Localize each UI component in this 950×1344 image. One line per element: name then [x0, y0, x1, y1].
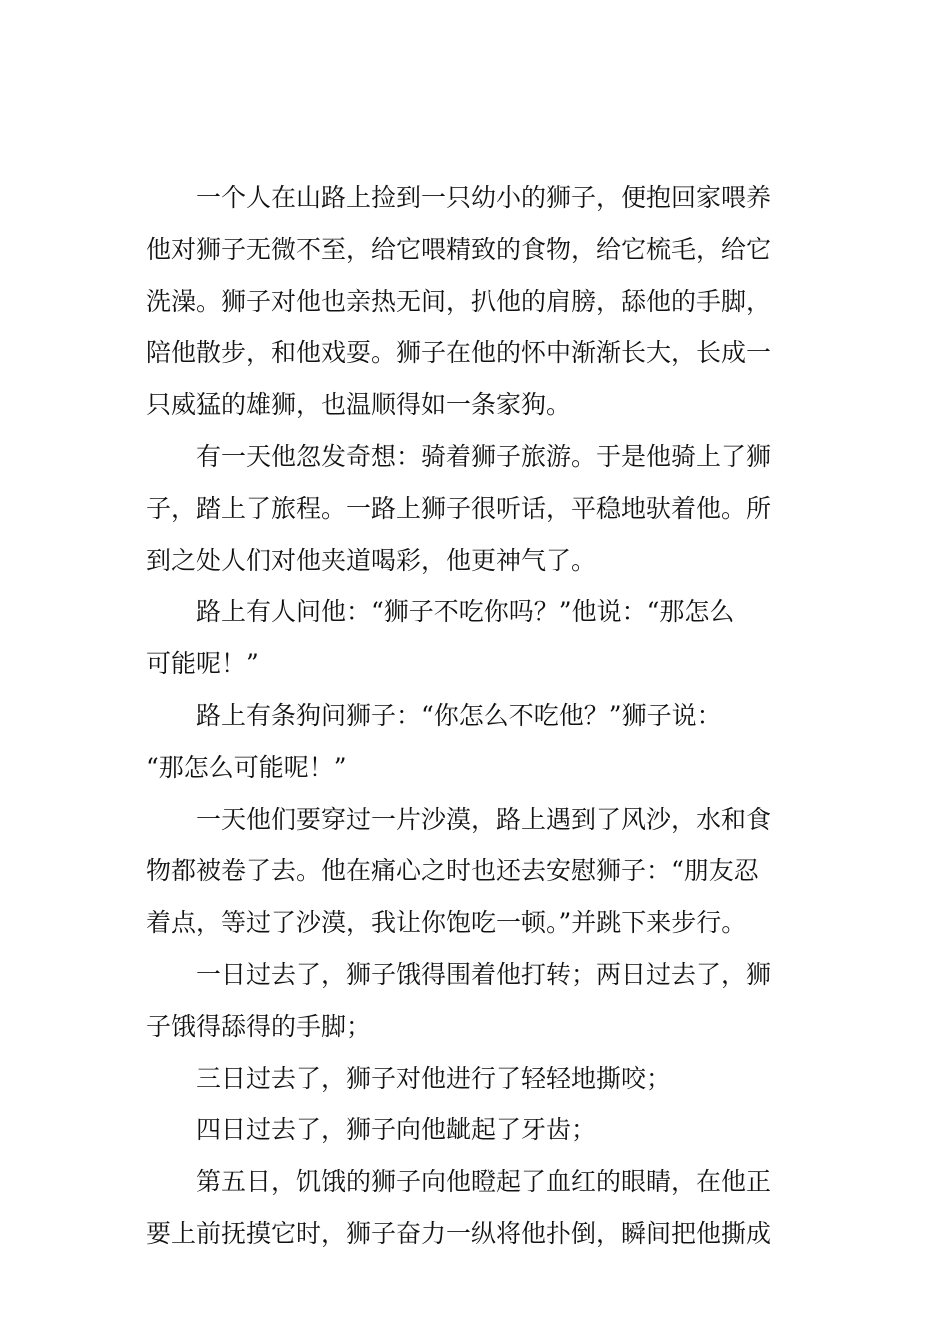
text-line: 物都被卷了去。他在痛心之时也还去安慰狮子：“朋友忍 [146, 856, 759, 886]
text-line: 他对狮子无微不至，给它喂精致的食物，给它梳毛，给它 [146, 234, 772, 264]
text-line: 陪他散步，和他戏耍。狮子在他的怀中渐渐长大，长成一 [146, 338, 772, 368]
text-line: 一天他们要穿过一片沙漠，路上遇到了风沙，水和食 [146, 804, 772, 834]
text-line: 要上前抚摸它时，狮子奋力一纵将他扑倒，瞬间把他撕成 [146, 1218, 772, 1248]
text-line: 路上有人问他：“狮子不吃你吗？”他说：“那怎么 [146, 597, 735, 627]
text-line: 只威猛的雄狮，也温顺得如一条家狗。 [146, 390, 572, 420]
text-line: 三日过去了，狮子对他进行了轻轻地撕咬； [146, 1063, 672, 1093]
text-line: 到之处人们对他夹道喝彩，他更神气了。 [146, 545, 597, 575]
text-line: 有一天他忽发奇想：骑着狮子旅游。于是他骑上了狮 [146, 441, 772, 471]
text-line: 第五日，饥饿的狮子向他瞪起了血红的眼睛，在他正 [146, 1167, 772, 1197]
text-line: 路上有条狗问狮子：“你怎么不吃他？”狮子说： [146, 700, 722, 730]
text-line: 可能呢！” [146, 649, 259, 679]
text-line: 子饿得舔得的手脚； [146, 1011, 372, 1041]
text-line: 着点，等过了沙漠，我让你饱吃一顿。”并跳下来步行。 [146, 908, 747, 938]
text-line: 一个人在山路上捡到一只幼小的狮子，便抱回家喂养 [146, 183, 772, 212]
text-line: 一日过去了，狮子饿得围着他打转；两日过去了，狮 [146, 959, 772, 989]
text-line: 子，踏上了旅程。一路上狮子很听话，平稳地驮着他。所 [146, 493, 772, 523]
text-line: 四日过去了，狮子向他龇起了牙齿； [146, 1115, 597, 1145]
story-text [146, 172, 812, 1260]
text-line: 洗澡。狮子对他也亲热无间，扒他的肩膀，舔他的手脚， [146, 286, 772, 316]
text-line: “那怎么可能呢！” [146, 752, 347, 782]
